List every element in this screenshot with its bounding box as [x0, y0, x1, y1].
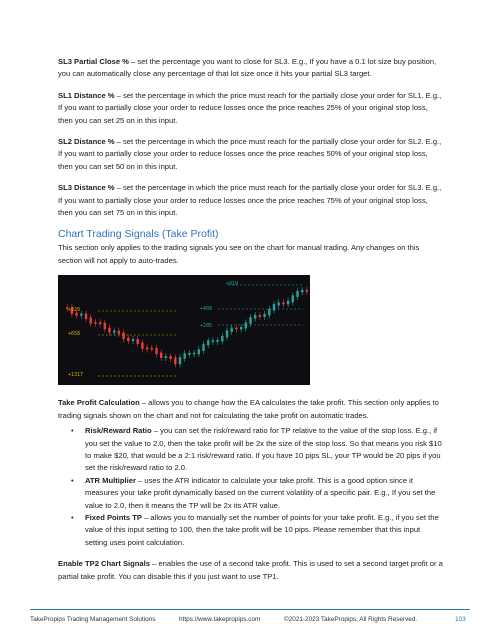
- candle-body: [306, 290, 308, 292]
- candle-body: [212, 341, 214, 343]
- term: ATR Multiplier: [85, 475, 136, 485]
- document-page: [58, 56, 444, 583]
- candle-body: [160, 353, 162, 358]
- sl3-distance-paragraph: [58, 182, 444, 219]
- tp-label-1: +819: [226, 281, 239, 288]
- term: Fixed Points TP: [85, 512, 142, 522]
- term: SL3 Partial Close %: [58, 57, 129, 66]
- candle-body: [179, 358, 181, 365]
- description: – uses the ATR indicator to calculate your take profit. This is a good option since it measures your take profit dynamically based on the current volatility of a specific pair. E.g., If you set the value to 2.0, then it means the TP will be 2x its ATR value.: [85, 475, 436, 510]
- candle-body: [169, 356, 171, 359]
- candle-body: [268, 309, 270, 315]
- candle-body: [292, 296, 294, 303]
- sl-label-3: +1317: [68, 372, 84, 379]
- candle-body: [174, 358, 176, 365]
- candle-body: [216, 340, 218, 342]
- bullet-icon: •: [71, 475, 74, 485]
- candle-body: [75, 313, 77, 316]
- candle-body: [108, 328, 110, 333]
- candle-body: [113, 331, 115, 333]
- trading-chart-image: [58, 275, 310, 385]
- candle-body: [235, 328, 237, 330]
- candle-body: [122, 333, 124, 340]
- candle-body: [231, 328, 233, 332]
- candle-body: [151, 348, 153, 350]
- candle-body: [85, 314, 87, 319]
- term: SL1 Distance %: [58, 90, 115, 100]
- list-item: [58, 425, 444, 475]
- description: – set the percentage in which the price must reach for the partially close your order for SL3. E.g., If you want to partially close your order to reduce losses once the price reaches 75% of your original stop loss, then you can set 75 on in this input.: [58, 183, 442, 218]
- description: – set the percentage in which the price must reach for the partially close your order for SL1. E.g., If you want to partially close your order to reduce losses once the price reaches 25% of your original stop loss, then you can set 25 on in this input.: [58, 90, 442, 125]
- candlestick-chart: [58, 275, 310, 385]
- candle-body: [146, 348, 148, 350]
- candle-body: [278, 303, 280, 306]
- candle-body: [245, 323, 247, 329]
- list-item: [58, 512, 444, 549]
- candle-body: [301, 290, 303, 292]
- candle-body: [198, 350, 200, 355]
- term: Take Profit Calculation: [58, 398, 140, 408]
- term: SL3 Distance %: [58, 183, 115, 193]
- candle-body: [137, 339, 139, 344]
- candle-body: [254, 315, 256, 319]
- candle-body: [184, 354, 186, 360]
- candle-body: [80, 314, 82, 316]
- term: Risk/Reward Ratio: [85, 426, 152, 436]
- candle-body: [99, 323, 101, 325]
- candle-body: [259, 315, 261, 317]
- candle-body: [273, 304, 275, 310]
- candle-body: [188, 353, 190, 355]
- footer-company: TakePropips Trading Management Solutions: [30, 616, 156, 623]
- candle-body: [240, 327, 242, 329]
- tp-options-list: [58, 425, 444, 549]
- sl-label-2: +658: [68, 331, 81, 338]
- candle-body: [287, 301, 289, 305]
- footer-divider: [30, 609, 470, 610]
- candle-body: [221, 336, 223, 342]
- candle-body: [94, 322, 96, 324]
- term: Enable TP2 Chart Signals: [58, 559, 150, 569]
- description: – allows you to manually set the number of points for your take profit. E.g., if you set the value of this input setting to 100, then the take profit will be 10 pips. Please remember that this input setting uses point calculation.: [85, 512, 439, 547]
- tp-calculation-paragraph: [58, 397, 444, 422]
- candle-body: [104, 323, 106, 329]
- description: – enables the use of a second take profit. This is used to set a second target profit or a partial take profit. You can disable this if you just want to use TP1.: [58, 559, 443, 581]
- candle-body: [118, 331, 120, 334]
- description: – allows you to change how the EA calculates the take profit. This section only applies to trading signals shown on the chart and not for calculating the take profit on automatic trades.: [58, 398, 439, 420]
- list-item: [58, 475, 444, 512]
- section-intro: This section only applies to the trading signals you see on the chart for manual trading. Any changes on this section will not apply to auto-trades.: [58, 243, 420, 265]
- candle-body: [207, 341, 209, 346]
- enable-tp2-paragraph: [58, 558, 444, 583]
- bullet-icon: •: [71, 426, 74, 436]
- sl1-distance-paragraph: [58, 90, 444, 127]
- footer-url[interactable]: https://www.takepropips.com: [179, 616, 261, 623]
- section-heading: Chart Trading Signals (Take Profit): [58, 228, 219, 241]
- candle-body: [132, 339, 134, 341]
- description: – set the percentage you want to close for SL3. E.g., If you have a 0.1 lot size buy position, you can automatically close any percentage of that lot size once it hits your partial SL3 target.: [58, 57, 437, 79]
- sl2-distance-paragraph: [58, 136, 444, 173]
- candle-body: [141, 343, 143, 349]
- candle-body: [165, 356, 167, 358]
- candle-body: [155, 348, 157, 354]
- candle-body: [127, 338, 129, 341]
- candle-body: [282, 303, 284, 305]
- candle-body: [249, 317, 251, 324]
- page-number: 103: [455, 616, 466, 623]
- sl-label-1: +329: [68, 307, 81, 314]
- candle-body: [296, 291, 298, 297]
- candle-body: [226, 331, 228, 338]
- description: – you can set the risk/reward ratio for TP relative to the value of the stop loss. E.g., if you set the value to 2.0, then the take profit will be 2x the size of the stop loss. So that means you risk $10 to make $20, that would be a 2:1 risk/reward ratio. If you have 10 pips SL, your TP would be 20 pips if you set the risk/reward ratio to 2.0.: [85, 426, 442, 473]
- candle-body: [263, 314, 265, 317]
- candle-body: [202, 344, 204, 351]
- footer-copyright: ©2021-2023 TakePropips, All Rights Reserved.: [284, 616, 418, 623]
- description: – set the percentage in which the price must reach for the partially close your order for SL2. E.g., If you want to partially close your order to reduce losses once the price reaches 50% of your original stop loss, then you can set 50 on in this input.: [58, 137, 442, 171]
- tp-label-3: +205: [200, 323, 213, 330]
- bullet-icon: •: [71, 512, 74, 522]
- tp-label-2: +409: [200, 306, 213, 313]
- candle-body: [90, 318, 92, 324]
- sl3-partial-close-paragraph: [58, 56, 444, 81]
- candle-body: [193, 353, 195, 355]
- term: SL2 Distance %: [58, 137, 115, 147]
